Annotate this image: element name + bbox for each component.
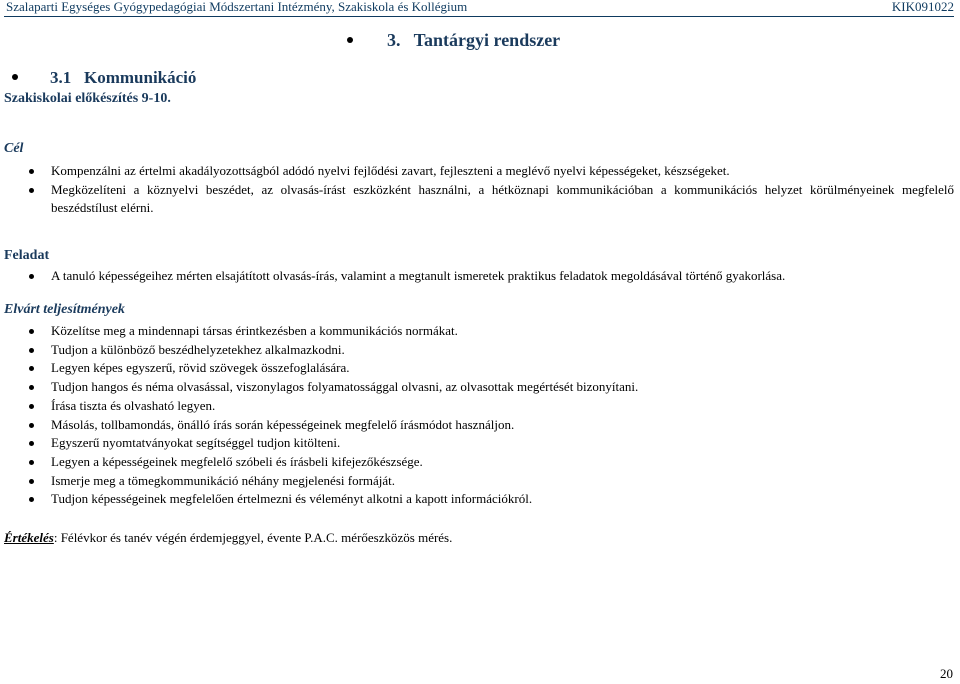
section-subtitle: Szakiskolai előkészítés 9-10. bbox=[4, 91, 171, 106]
section-heading bbox=[4, 68, 196, 88]
header-institution: Szalaparti Egységes Gyógypedagógiai Módszertani Intézmény, Szakiskola és Kollégium bbox=[6, 0, 468, 14]
bullet-icon bbox=[347, 37, 353, 43]
header-document-code: KIK091022 bbox=[891, 0, 954, 14]
list-item: Legyen a képességeinek megfelelő szóbeli és írásbeli kifejezőkészsége. bbox=[0, 453, 950, 472]
expected-heading: Elvárt teljesítmények bbox=[4, 302, 125, 317]
page-number: 20 bbox=[940, 666, 953, 681]
evaluation-text: : Félévkor és tanév végén érdemjeggyel, évente P.A.C. mérőeszközös mérés. bbox=[53, 530, 453, 545]
list-item: Közelítse meg a mindennapi társas érintkezésben a kommunikációs normákat. bbox=[0, 322, 950, 341]
list-item: Ismerje meg a tömegkommunikáció néhány megjelenési formáját. bbox=[0, 472, 950, 491]
list-item: Legyen képes egyszerű, rövid szövegek összefoglalására. bbox=[0, 359, 950, 378]
list-item: Tudjon képességeinek megfelelően értelmezni és véleményt alkotni a kapott információkról. bbox=[0, 490, 950, 509]
list-item: Megközelíteni a köznyelvi beszédet, az olvasás-írást eszközként használni, a hétköznapi kommunikációban a kommunikációs helyzet körülményeinek megfelelő beszédstílust elérni. bbox=[0, 181, 954, 218]
list-item: Egyszerű nyomtatványokat segítséggel tudjon kitölteni. bbox=[0, 434, 950, 453]
task-heading: Feladat bbox=[4, 248, 50, 263]
bullet-icon bbox=[12, 74, 18, 80]
evaluation-line bbox=[4, 530, 452, 546]
evaluation-label: Értékelés bbox=[4, 530, 54, 545]
chapter-title: 3. Tantárgyi rendszer bbox=[387, 30, 561, 50]
goal-heading: Cél bbox=[4, 141, 24, 156]
expected-list bbox=[0, 322, 950, 509]
chapter-heading bbox=[347, 30, 560, 50]
task-list bbox=[0, 267, 950, 286]
goal-list bbox=[0, 162, 954, 218]
page-header bbox=[4, 0, 954, 17]
list-item: Tudjon hangos és néma olvasással, viszonylagos folyamatossággal olvasni, az olvasottak megértését bizonyítani. bbox=[0, 378, 950, 397]
list-item: A tanuló képességeihez mérten elsajátított olvasás-írás, valamint a megtanult ismeretek praktikus feladatok megoldásával történő gyakorlása. bbox=[0, 267, 950, 286]
list-item: Másolás, tollbamondás, önálló írás során képességeinek megfelelő írásmódot használjon. bbox=[0, 416, 950, 435]
list-item: Írása tiszta és olvasható legyen. bbox=[0, 397, 950, 416]
list-item: Kompenzálni az értelmi akadályozottságból adódó nyelvi fejlődési zavart, fejleszteni a meglévő nyelvi képességeket, készségeket. bbox=[0, 162, 954, 181]
list-item: Tudjon a különböző beszédhelyzetekhez alkalmazkodni. bbox=[0, 341, 950, 360]
section-title: 3.1 Kommunikáció bbox=[50, 68, 197, 87]
